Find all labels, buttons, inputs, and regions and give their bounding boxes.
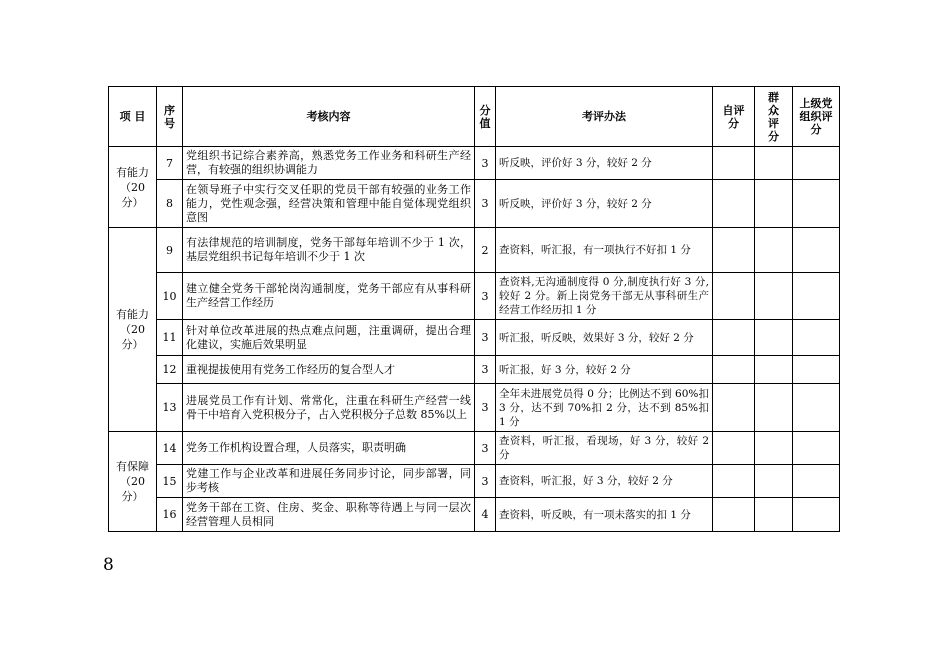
mass-score-cell[interactable] [755,498,793,532]
row-number: 12 [157,356,183,384]
row-score: 2 [475,228,496,273]
row-method: 听反映，评价好 3 分，较好 2 分 [496,180,713,228]
superior-score-cell[interactable] [793,180,840,228]
superior-score-cell[interactable] [793,384,840,432]
row-content: 在领导班子中实行交叉任职的党员干部有较强的业务工作能力，党性观念强，经营决策和管理中能自觉体现党组织意图 [183,180,475,228]
self-score-cell[interactable] [713,432,755,465]
superior-score-cell[interactable] [793,356,840,384]
mass-score-cell[interactable] [755,320,793,356]
table-row [109,384,840,432]
table-row [109,273,840,320]
self-score-cell[interactable] [713,273,755,320]
row-number: 8 [157,180,183,228]
row-content: 党务工作机构设置合理，人员落实，职责明确 [183,432,475,465]
row-method: 查资料,无沟通制度得 0 分,制度执行好 3 分,较好 2 分。新上岗党务干部无从事科研生产经营工作经历扣 1 分 [496,273,713,320]
mass-score-cell[interactable] [755,384,793,432]
self-score-cell[interactable] [713,180,755,228]
row-method: 查资料，听反映，有一项未落实的扣 1 分 [496,498,713,532]
row-number: 13 [157,384,183,432]
row-method: 听汇报，听反映，效果好 3 分，较好 2 分 [496,320,713,356]
header-mass-score: 群 众 评 分 [755,87,793,147]
row-content: 重视提拔使用有党务工作经历的复合型人才 [183,356,475,384]
row-method: 听反映，评价好 3 分，较好 2 分 [496,147,713,180]
row-number: 11 [157,320,183,356]
category-cell: 有能力 （20 分） [109,228,157,432]
self-score-cell[interactable] [713,356,755,384]
table-row [109,356,840,384]
self-score-cell[interactable] [713,384,755,432]
row-score: 3 [475,273,496,320]
row-score: 3 [475,180,496,228]
row-number: 16 [157,498,183,532]
row-method: 全年未进展党员得 0 分；比例达不到 60%扣 3 分，达不到 70%扣 2 分，达不到 85%扣 1 分 [496,384,713,432]
superior-score-cell[interactable] [793,228,840,273]
row-score: 3 [475,356,496,384]
self-score-cell[interactable] [713,147,755,180]
table-row [109,228,840,273]
row-score: 3 [475,465,496,498]
table-row [109,432,840,465]
row-number: 10 [157,273,183,320]
table-row [109,147,840,180]
row-score: 3 [475,320,496,356]
table-row [109,180,840,228]
header-method: 考评办法 [496,87,713,147]
row-number: 9 [157,228,183,273]
row-score: 4 [475,498,496,532]
self-score-cell[interactable] [713,320,755,356]
header-row [109,87,840,147]
row-method: 听汇报，好 3 分，较好 2 分 [496,356,713,384]
table-row [109,498,840,532]
header-content: 考核内容 [183,87,475,147]
self-score-cell[interactable] [713,498,755,532]
row-method: 查资料，听汇报，看现场，好 3 分，较好 2 分 [496,432,713,465]
superior-score-cell[interactable] [793,498,840,532]
row-score: 3 [475,147,496,180]
row-content: 建立健全党务干部轮岗沟通制度，党务干部应有从事科研生产经营工作经历 [183,273,475,320]
row-number: 7 [157,147,183,180]
mass-score-cell[interactable] [755,273,793,320]
row-number: 15 [157,465,183,498]
row-content: 党建工作与企业改革和进展任务同步讨论，同步部署，同步考核 [183,465,475,498]
evaluation-table [108,86,840,532]
row-score: 3 [475,432,496,465]
self-score-cell[interactable] [713,228,755,273]
row-method: 查资料，听汇报，有一项执行不好扣 1 分 [496,228,713,273]
header-seq: 序 号 [157,87,183,147]
row-content: 针对单位改革进展的热点难点问题，注重调研，提出合理化建议，实施后效果明显 [183,320,475,356]
mass-score-cell[interactable] [755,356,793,384]
mass-score-cell[interactable] [755,228,793,273]
superior-score-cell[interactable] [793,465,840,498]
row-content: 党组织书记综合素养高，熟悉党务工作业务和科研生产经营，有较强的组织协调能力 [183,147,475,180]
row-number: 14 [157,432,183,465]
superior-score-cell[interactable] [793,147,840,180]
superior-score-cell[interactable] [793,320,840,356]
mass-score-cell[interactable] [755,465,793,498]
table-row [109,465,840,498]
row-score: 3 [475,384,496,432]
mass-score-cell[interactable] [755,147,793,180]
category-cell: 有能力 （20 分） [109,147,157,228]
row-content: 党务干部在工资、住房、奖金、职称等待遇上与同一层次经营管理人员相同 [183,498,475,532]
mass-score-cell[interactable] [755,432,793,465]
header-score: 分 值 [475,87,496,147]
row-content: 进展党员工作有计划、常常化，注重在科研生产经营一线骨干中培育入党积极分子，占入党积极分子总数 85%以上 [183,384,475,432]
page-number: 8 [103,555,114,575]
superior-score-cell[interactable] [793,432,840,465]
header-project: 项 目 [109,87,157,147]
header-self-score: 自评 分 [713,87,755,147]
table-row [109,320,840,356]
header-superior-score: 上级党 组织评 分 [793,87,840,147]
superior-score-cell[interactable] [793,273,840,320]
mass-score-cell[interactable] [755,180,793,228]
row-method: 查资料，听汇报，好 3 分，较好 2 分 [496,465,713,498]
self-score-cell[interactable] [713,465,755,498]
row-content: 有法律规范的培训制度，党务干部每年培训不少于 1 次，基层党组织书记每年培训不少于 1 次 [183,228,475,273]
category-cell: 有保障 （20 分） [109,432,157,532]
